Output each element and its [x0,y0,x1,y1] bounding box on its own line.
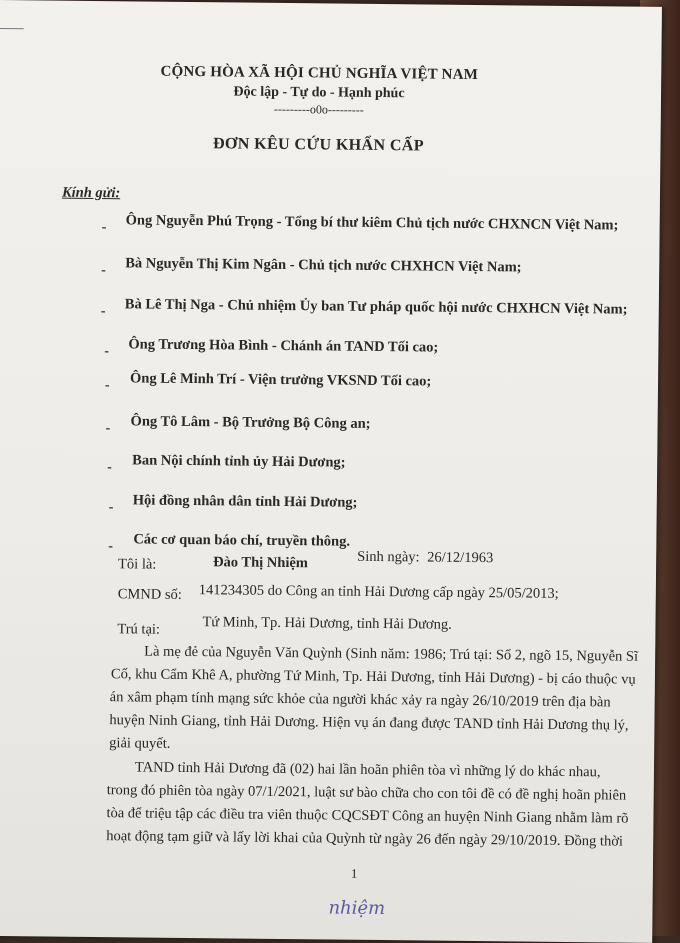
bullet-dash: - [107,460,112,476]
paragraph-line: huyện Ninh Giang, tỉnh Hải Dương. Hiện vụ án đang được TAND tỉnh Hải Dương thụ lý, [109,712,629,734]
recipient-item: Bà Lê Thị Nga - Chủ nhiệm Ủy ban Tư pháp quốc hội nước CHXHCN Việt Nam; [124,296,628,318]
dob-value: 26/12/1963 [427,549,494,567]
paragraph-line: án xâm phạm tính mạng sức khỏe của người khác xảy ra ngày 26/10/2019 trên địa bàn [109,689,611,711]
edge-mark [0,28,24,29]
motto: Độc lập - Tự do - Hạnh phúc [233,84,405,102]
paragraph-line: tòa để triệu tập các điều tra viên thuộc CQCSĐT Công an huyện Ninh Giang nhằm làm rõ [106,805,629,827]
bullet-dash: - [104,378,110,394]
country-heading: CỘNG HÒA XÃ HỘI CHỦ NGHĨA VIỆT NAM [160,63,479,84]
paragraph-line: Cố, khu Cẩm Khê A, phường Tứ Minh, Tp. Hải Dương, tỉnh Hải Dương) - bị cáo thuộc vụ [110,666,636,688]
bullet-dash: - [100,304,106,320]
bullet-dash: - [108,500,114,516]
salutation: Kính gửi: [61,184,121,202]
bullet-dash: - [105,421,111,437]
id-label: CMND số: [117,586,182,603]
page-number: 1 [350,865,358,881]
address-value: Tứ Minh, Tp. Hải Dương, tỉnh Hải Dương. [202,614,452,633]
recipient-item: Ông Lê Minh Trí - Viện trưởng VKSND Tối cao; [129,370,432,390]
recipient-item: Bà Nguyễn Thị Kim Ngân - Chủ tịch nước CHXHCN Việt Nam; [125,255,522,276]
name-label: Tôi là: [118,556,157,573]
paragraph-line: Là mẹ đẻ của Nguyễn Văn Quỳnh (Sinh năm: 1986; Trú tại: Số 2, ngõ 15, Nguyễn Sĩ [144,643,639,665]
bullet-dash: - [101,263,106,279]
recipient-item: Các cơ quan báo chí, truyền thông. [133,531,351,550]
recipient-item: Ban Nội chính tỉnh ủy Hải Dương; [132,452,346,471]
bullet-dash: - [104,344,110,360]
bullet-dash: - [108,539,114,555]
handwritten-signature: nhiệm [328,897,386,920]
dob-label: Sinh ngày: [357,548,420,566]
separator: ---------o0o--------- [273,101,364,117]
bullet-dash: - [101,220,107,236]
paragraph-line: giải quyết. [109,735,171,752]
paragraph-line: TAND tỉnh Hải Dương đã (02) hai lần hoãn phiên tòa vì những lý do khác nhau, [134,759,601,781]
id-value: 141234305 do Công an tỉnh Hải Dương cấp ngày 25/05/2013; [198,582,559,602]
recipient-item: Ông Tô Lâm - Bộ Trưởng Bộ Công an; [130,413,371,432]
recipient-item: Ông Trương Hòa Bình - Chánh án TAND Tối cao; [128,336,439,356]
recipient-item: Ông Nguyễn Phú Trọng - Tổng bí thư kiêm Chủ tịch nước CHXNCN Việt Nam; [125,212,619,234]
paragraph-line: trong đó phiên tòa ngày 07/1/2021, luật sư bào chữa cho con tôi đề có đề nghị hoãn phiên [106,782,627,804]
recipient-item: Hội đồng nhân dân tỉnh Hải Dương; [132,492,358,511]
document-title: ĐƠN KÊU CỨU KHẨN CẤP [212,135,425,155]
applicant-name: Đào Thị Nhiệm [213,554,309,572]
address-label: Trú tại: [117,621,161,638]
paragraph-line: hoạt động tạm giữ và lấy lời khai của Quỳnh từ ngày 26 đến ngày 29/10/2019. Đồng thời [106,828,624,850]
